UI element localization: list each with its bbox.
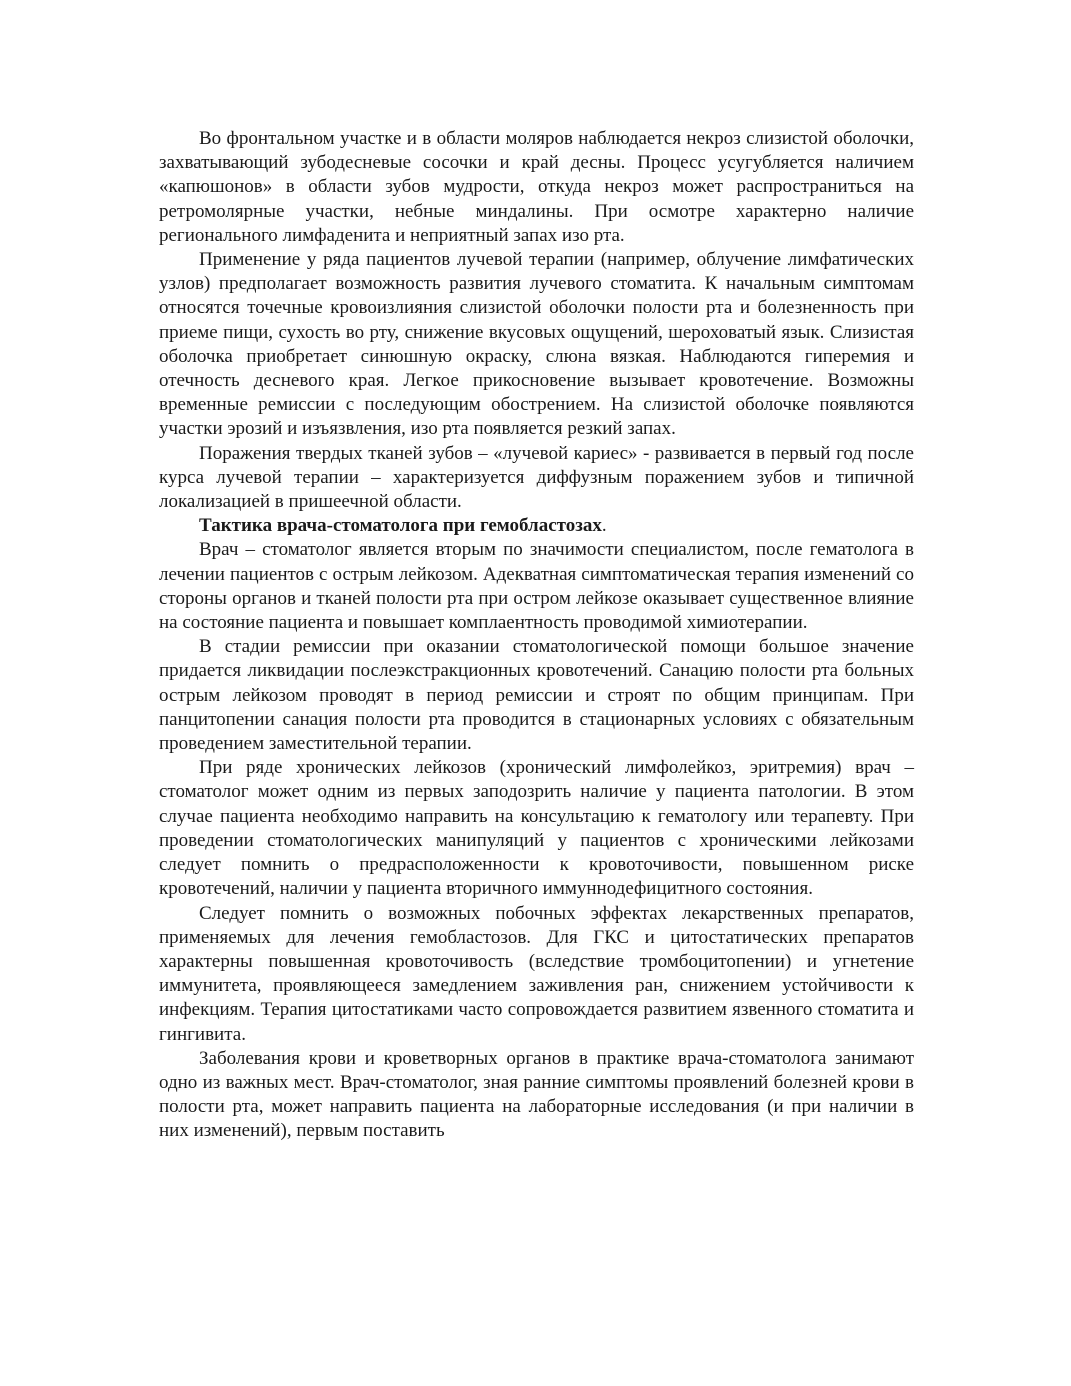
paragraph-chronic-leukemia: При ряде хронических лейкозов (хронический лимфолейкоз, эритремия) врач – стоматолог может одним из первых заподозрить наличие у пациента патологии. В этом случае пациента необходимо направить на консультацию к гематологу или терапевту. При проведении стоматологических манипуляций у пациентов с хроническими лейкозами следует помнить о предрасположенности к кровоточивости, повышенном риске кровотечений, наличии у пациента вторичного иммуннодефицитного состояния. xyxy=(159,757,914,900)
paragraph-remission: В стадии ремиссии при оказании стоматологической помощи большое значение придается ликвидации послеэкстракционных кровотечений. Санацию полости рта больных острым лейкозом проводят в период ремиссии и строят по общим принципам. При панцитопении санация полости рта проводится в стационарных условиях с обязательным проведением заместительной терапии. xyxy=(159,636,914,755)
paragraph-radiation-caries: Поражения твердых тканей зубов – «лучевой кариес» - развивается в первый год после курса лучевой терапии – характеризуется диффузным поражением зубов и типичной локализацией в пришеечной области. xyxy=(159,442,914,513)
paragraph-side-effects: Следует помнить о возможных побочных эффектах лекарственных препаратов, применяемых для лечения гемобластозов. Для ГКС и цитостатических препаратов характерны повышенная кровоточивость (вследствие тромбоцитопении) и угнетение иммунитета, проявляющееся замедлением заживления ран, снижением устойчивости к инфекциям. Терапия цитостатиками часто сопровождается развитием язвенного стоматита и гингивита. xyxy=(159,902,914,1045)
section-heading xyxy=(159,514,914,538)
section-heading-period: . xyxy=(601,515,607,537)
paragraph-necrosis: Во фронтальном участке и в области моляров наблюдается некроз слизистой оболочки, захватывающий зубодесневые сосочки и край десны. Процесс усугубляется наличием «капюшонов» в области зубов мудрости, откуда некроз может распространиться на ретромолярные участки, небные миндалины. При осмотре характерно наличие регионального лимфаденита и неприятный запах изо рта. xyxy=(159,128,914,246)
paragraph-blood-diseases: Заболевания крови и кроветворных органов в практике врача-стоматолога занимают одно из важных мест. Врач-стоматолог, зная ранние симптомы проявлений болезней крови в полости рта, может направить пациента на лабораторные исследования (и при наличии в них изменений), первым поставить xyxy=(159,1047,914,1142)
paragraph-dentist-role: Врач – стоматолог является вторым по значимости специалистом, после гематолога в лечении пациентов с острым лейкозом. Адекватная симптоматическая терапия изменений со стороны органов и тканей полости рта при остром лейкозе оказывает существенное влияние на состояние пациента и повышает комплаентность проводимой химиотерапии. xyxy=(159,539,914,634)
document-page xyxy=(159,127,914,1144)
paragraph-radiation-stomatitis: Применение у ряда пациентов лучевой терапии (например, облучение лимфатических узлов) предполагает возможность развития лучевого стоматита. К начальным симптомам относятся точечные кровоизлияния слизистой оболочки полости рта и болезненность при приеме пищи, сухость во рту, снижение вкусовых ощущений, шероховатый язык. Слизистая оболочка приобретает синюшную окраску, слюна вязкая. Наблюдаются гиперемия и отечность десневого края. Легкое прикосновение вызывает кровотечение. Возможны временные ремиссии с последующим обострением. На слизистой оболочке появляются участки эрозий и изъязвления, изо рта появляется резкий запах. xyxy=(159,249,914,440)
section-heading-title: Тактика врача-стоматолога при гемобластозах xyxy=(199,515,602,537)
